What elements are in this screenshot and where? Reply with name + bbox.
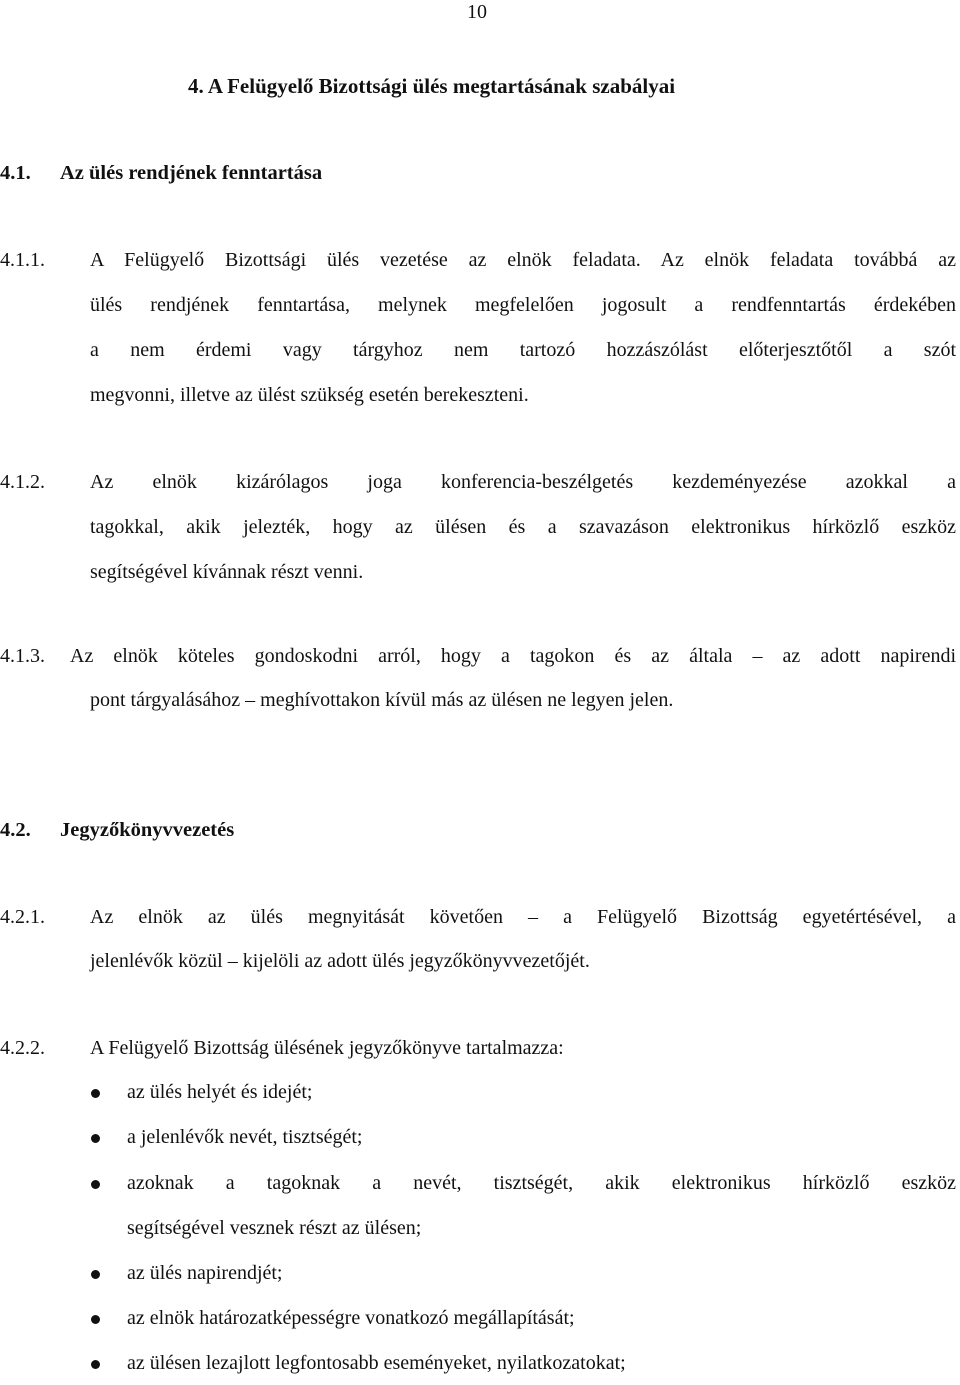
list-item: azoknak a tagoknak a nevét, tisztségét, akik elektronikus hírközlő eszköz (127, 1172, 956, 1194)
paragraph-line: Az elnök az ülés megnyitását követően – a Felügyelő Bizottság egyetértésével, a (90, 906, 956, 928)
paragraph-number: 4.1.1. (0, 249, 45, 271)
paragraph-line: Az elnök köteles gondoskodni arról, hogy a tagokon és az általa – az adott napirendi (70, 645, 956, 667)
paragraph-line: A Felügyelő Bizottsági ülés vezetése az elnök feladata. Az elnök feladata továbbá az (90, 249, 956, 271)
chapter-title: 4. A Felügyelő Bizottsági ülés megtartásának szabályai (188, 74, 676, 98)
list-item: az ülés napirendjét; (127, 1262, 283, 1284)
section-heading: Az ülés rendjének fenntartása (60, 162, 323, 184)
page-number: 10 (467, 1, 487, 23)
paragraph-line: Az elnök kizárólagos joga konferencia-beszélgetés kezdeményezése azokkal a (90, 471, 956, 493)
section-heading: Jegyzőkönyvvezetés (60, 819, 235, 841)
section-number: 4.2. (0, 819, 31, 841)
paragraph-line: segítségével kívánnak részt venni. (90, 561, 364, 583)
paragraph-number: 4.1.3. (0, 645, 45, 667)
paragraph-number: 4.2.2. (0, 1037, 45, 1059)
bullet-dot (91, 1315, 100, 1324)
paragraph-line: A Felügyelő Bizottság ülésének jegyzőkönyve tartalmazza: (90, 1037, 564, 1059)
paragraph-line: pont tárgyalásához – meghívottakon kívül más az ülésen ne legyen jelen. (90, 689, 674, 711)
list-item: az ülés helyét és idejét; (127, 1081, 313, 1103)
paragraph-number: 4.1.2. (0, 471, 45, 493)
list-item: a jelenlévők nevét, tisztségét; (127, 1126, 363, 1148)
bullet-dot (91, 1180, 100, 1189)
bullet-dot (91, 1089, 100, 1098)
paragraph-line: a nem érdemi vagy tárgyhoz nem tartozó hozzászólást előterjesztőtől a szót (90, 339, 956, 361)
paragraph-line: ülés rendjének fenntartása, melynek megfelelően jogosult a rendfenntartás érdekében (90, 294, 956, 316)
section-number: 4.1. (0, 162, 31, 184)
bullet-dot (91, 1270, 100, 1279)
paragraph-line: jelenlévők közül – kijelöli az adott ülés jegyzőkönyvvezetőjét. (90, 950, 590, 972)
paragraph-line: tagokkal, akik jelezték, hogy az ülésen és a szavazáson elektronikus hírközlő eszköz (90, 516, 956, 538)
paragraph-line: megvonni, illetve az ülést szükség esetén berekeszteni. (90, 384, 529, 406)
bullet-dot (91, 1360, 100, 1369)
list-item-continuation: segítségével vesznek részt az ülésen; (127, 1217, 422, 1239)
bullet-dot (91, 1134, 100, 1143)
list-item: az elnök határozatképességre vonatkozó megállapítását; (127, 1307, 575, 1329)
list-item: az ülésen lezajlott legfontosabb eseményeket, nyilatkozatokat; (127, 1352, 626, 1374)
paragraph-number: 4.2.1. (0, 906, 45, 928)
